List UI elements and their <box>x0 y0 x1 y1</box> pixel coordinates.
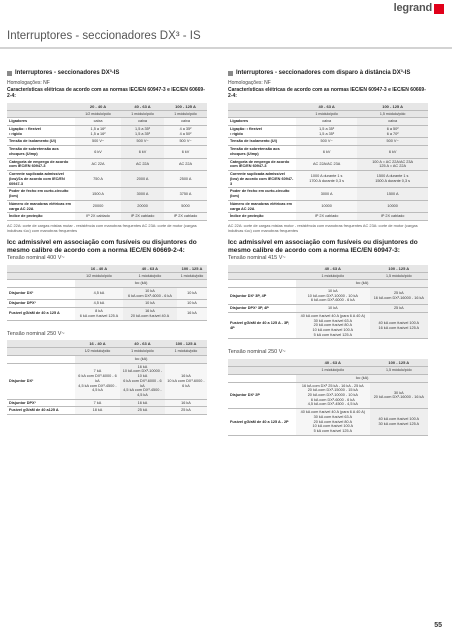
column-subheader: 1,5 módulo/pólo <box>357 110 428 117</box>
table-subheader-row <box>228 367 428 374</box>
table-cell: 25 kA <box>120 407 165 415</box>
column-header: 16 - 40 A <box>75 340 120 348</box>
table-cell: 10 kA <box>123 300 177 308</box>
row-label: Tensão de isolamento (Ui) <box>228 138 296 146</box>
table-row <box>7 125 207 137</box>
right-section-heading: Interruptores - seccionadores com disparo à distância DX³-IS <box>228 70 428 78</box>
table-cell: IP 2X cablado <box>357 213 428 221</box>
table-cell: 7 kA 6 kA com DX³-6000 - 6 kA 4,5 kA com DX³-4500 - 4,5 kA <box>75 363 120 399</box>
unit-cell: Icc (kA) <box>296 280 428 288</box>
row-label: Ligação: • flexível • rígido <box>7 125 75 137</box>
page-number: 55 <box>434 622 442 629</box>
row-label: Poder de fecho em curto-circuito (Icm) <box>7 188 75 200</box>
column-subheader: 1 módulo/pólo <box>165 348 207 355</box>
left-icc-heading: Icc admissível em associação com fusíveis ou disjuntores do mesmo calibre de acordo com a norma IEC/EN 60669-2-4: <box>7 239 197 254</box>
subheader-blank-cell <box>228 110 296 117</box>
left-note: AC 22A: corte de cargas mistas mutar - resistência com manobras frequentes AC 23A: corte de motor (cargas indutivas ≤cc) com manobras frequentes <box>7 222 197 234</box>
table-row <box>7 363 207 399</box>
subheader-blank-cell <box>228 367 296 374</box>
table-cell: 1500 A durante 1 s 1500 A durante 0,3 s <box>357 171 428 188</box>
column-subheader: 1 módulo/pólo <box>123 272 177 279</box>
header-blank-cell <box>228 265 296 273</box>
table-cell: caixa <box>357 118 428 126</box>
row-label: Disjuntor DX³ <box>7 363 75 399</box>
column-header: 100 - 125 A <box>370 265 428 273</box>
table-cell: 16 kA <box>177 308 207 320</box>
column-subheader: 1 módulo/pólo <box>120 348 165 355</box>
right-characteristics-table <box>228 103 428 221</box>
column-header: 100 - 125 A <box>370 359 428 367</box>
column-header: 100 - 125 A <box>357 103 428 111</box>
column-header: 20 - 40 A <box>75 103 121 111</box>
table-cell: 20000 <box>121 200 164 212</box>
table-row <box>7 407 207 415</box>
table-row <box>228 146 428 158</box>
table-cell: 16 kA com DX³ 25 kA - 16 kA - 25 kA 20 kA com DX³-15000 - 15 kA 20 kA com DX³-10000 - 10 kA 6 kA com DX³-6000 - 6 kA 4,5 kA com DX³-4500 - 4,5 kA <box>296 382 370 409</box>
row-label: Poder de fecho em curto-circuito (Icm) <box>228 188 296 200</box>
header-blank-cell <box>228 103 296 111</box>
table-cell: AC 22A <box>121 158 164 170</box>
column-header: 40 - 63 A <box>121 103 164 111</box>
right-column <box>228 70 428 436</box>
table-cell: 100 A = AC 22A/AC 23A 125 A = AC 22A <box>357 158 428 170</box>
column-header: 16 - 40 A <box>75 265 123 273</box>
table-row <box>228 158 428 170</box>
table-cell: 10000 <box>296 200 357 212</box>
table-cell: IP 2X cablado <box>75 213 121 221</box>
unit-blank-cell <box>228 374 296 382</box>
table-header-row <box>228 265 428 273</box>
right-homologation: Homologações: NF <box>228 79 271 86</box>
table-row <box>228 125 428 137</box>
brand-logo-square <box>434 4 444 14</box>
column-subheader: 1 módulo/pólo <box>296 272 370 279</box>
table-cell: 10 kA <box>296 305 370 313</box>
table-row <box>7 171 207 188</box>
table-cell: 16 kA <box>120 399 165 407</box>
table-header-row <box>7 340 207 348</box>
row-label: Disjuntor DX³ 2P <box>228 382 296 409</box>
column-subheader: 1/2 módulo/pólo <box>75 272 123 279</box>
subheader-blank-cell <box>7 348 75 355</box>
column-subheader: 1,5 módulo/pólo <box>370 272 428 279</box>
right-note: AC 22A: corte de cargas mistas motor - resistência com manobras frequentes AC 23A: corte de motor (cargas indutivas ≤cc) com manobras frequentes <box>228 222 418 234</box>
right-voltage-250: Tensão nominal 250 V~ <box>228 349 286 356</box>
page-title: Interruptores - seccionadores DX³ - IS <box>7 30 201 42</box>
table-cell: 1000 A durante 1 s 1700 A durante 0,3 s <box>296 171 357 188</box>
table-cell: 40 kA com fusível 40 A (para 6 A 40 A) 30 kA com fusível 63 A 20 kA com fusível 80 A 10 kA com fusível 100 A 5 kA com fusível 125 A <box>296 312 370 339</box>
column-header: 100 - 125 A <box>177 265 207 273</box>
square-bullet-icon <box>7 71 12 76</box>
row-label: Disjuntor DX³ <box>7 287 75 299</box>
right-icc-415-table <box>228 265 428 340</box>
left-icc-400-table <box>7 265 207 321</box>
table-cell: 500 V~ <box>357 138 428 146</box>
table-row <box>7 213 207 221</box>
table-cell: 25 kA 16 kA com DX³-16000 - 16 kA <box>370 287 428 304</box>
table-cell: 7 kA <box>75 399 120 407</box>
table-cell: 6 a 50² 6 a 70² <box>357 125 428 137</box>
table-row <box>228 305 428 313</box>
table-cell: 500 V~ <box>75 138 121 146</box>
table-subheader-row <box>228 272 428 279</box>
title-divider <box>0 47 452 49</box>
top-bar <box>0 0 452 21</box>
column-header: 100 - 125 A <box>165 340 207 348</box>
row-label: Índice de proteção <box>7 213 75 221</box>
table-cell: 10 kA <box>177 287 207 299</box>
table-cell: 25 kA <box>370 305 428 313</box>
table-cell: 1500 A <box>357 188 428 200</box>
row-label: Fusível gG/aM de 40 a 125 A - 2P <box>228 409 296 436</box>
table-cell: IP 2X cablado <box>296 213 357 221</box>
table-cell: 6 kV <box>357 146 428 158</box>
left-column <box>7 70 207 415</box>
header-blank-cell <box>228 359 296 367</box>
subheader-blank-cell <box>228 272 296 279</box>
table-unit-row <box>7 355 207 363</box>
row-label: Disjuntor DX³ 3P, 4P <box>228 287 296 304</box>
brand-logo: legrand <box>393 2 432 14</box>
subheader-blank-cell <box>7 110 75 117</box>
table-cell: 6 kV <box>164 146 207 158</box>
table-cell: 40 kA com fusível 100 A 16 kA com fusível 125 A <box>370 312 428 339</box>
table-cell: caixa <box>296 118 357 126</box>
table-subheader-row <box>7 348 207 355</box>
left-voltage-250: Tensão nominal 250 V~ <box>7 330 65 337</box>
table-subheader-row <box>228 110 428 117</box>
left-description: Características elétricas de acordo com as normas IEC/EN 60947-3 e IEC/EN 60669-2-4: <box>7 86 205 99</box>
row-label: Categoria de emprego de acordo com IEC/EN 60947-3 <box>7 158 75 170</box>
header-blank-cell <box>7 340 75 348</box>
column-header: 40 - 63 A <box>120 340 165 348</box>
row-label: Fusível gG/aM de 40 a 125 A <box>7 308 75 320</box>
table-header-row <box>228 359 428 367</box>
table-cell: 40 kA com fusível 100 A 30 kA com fusível 125 A <box>370 409 428 436</box>
table-subheader-row <box>7 110 207 117</box>
unit-blank-cell <box>228 280 296 288</box>
table-cell: 3750 A <box>164 188 207 200</box>
table-cell: 10000 <box>357 200 428 212</box>
left-icc-250-table <box>7 340 207 415</box>
column-header: 40 - 63 A <box>296 103 357 111</box>
table-cell: 4,5 kA <box>75 287 123 299</box>
table-cell: 10 kA 10 kA com DX³-10000 - 10 kA 6 kA com DX³-6000 - 6 kA <box>296 287 370 304</box>
left-section-heading: Interruptores - seccionadores DX³-IS <box>7 70 207 78</box>
row-label: Fusível gG/aM de 40 a125 A <box>7 407 75 415</box>
right-voltage-415: Tensão nominal 415 V~ <box>228 254 286 261</box>
unit-cell: Icc (kA) <box>75 355 207 363</box>
row-label: Ligadores <box>7 118 75 126</box>
column-header: 40 - 63 A <box>296 359 370 367</box>
table-cell: 16 kA 20 kA com fusível 40 A <box>123 308 177 320</box>
table-cell: 500 V~ <box>296 138 357 146</box>
row-label: Corrente suplicada admissível (Icw)/1s de acordo com IEC/EN 60947-3 <box>7 171 75 188</box>
table-cell: 4,5 kA <box>75 300 123 308</box>
row-label: Tensão de sobretensão aos choques (Uimp) <box>7 146 75 158</box>
column-subheader: 1/2 módulo/pólo <box>75 110 121 117</box>
table-row <box>228 171 428 188</box>
left-voltage-400: Tensão nominal 400 V~ <box>7 254 65 261</box>
column-subheader: 1,5 módulo/pólo <box>370 367 428 374</box>
table-row <box>228 188 428 200</box>
row-label: Disjuntor DPX³ <box>7 399 75 407</box>
table-cell: 1,5 a 35² 1,5 a 35² <box>121 125 164 137</box>
table-unit-row <box>7 280 207 288</box>
table-cell: 6 kV <box>296 146 357 158</box>
table-cell: caixa <box>164 118 207 126</box>
table-cell: 16 kA 10 kA com DX³-6000 - 6 kA <box>165 363 207 399</box>
table-row <box>228 287 428 304</box>
row-label: Fusível gG/aM de 40 a 125 A - 3P, 4P <box>228 312 296 339</box>
right-description: Características elétricas de acordo com as normas IEC/EN 60947-3 e IEC/EN 60669-2-4: <box>228 86 426 99</box>
table-cell: 8 kA 6 kA com fusível 125 A <box>75 308 123 320</box>
column-header: 40 - 63 A <box>296 265 370 273</box>
table-cell: 2500 A <box>164 171 207 188</box>
column-subheader: 1 módulo/pólo <box>296 110 357 117</box>
row-label: Categoria de emprego de acordo com IEC/EN 60947-3 <box>228 158 296 170</box>
table-cell: caixa <box>121 118 164 126</box>
table-row <box>228 200 428 212</box>
table-cell: 500 V~ <box>164 138 207 146</box>
row-label: Disjuntor DPX³ <box>7 300 75 308</box>
row-label: Tensão de isolamento (Ui) <box>7 138 75 146</box>
column-subheader: 1 módulo/pólo <box>164 110 207 117</box>
table-row <box>228 138 428 146</box>
table-cell: 40 kA com fusível 40 A (para 6 A 40 A) 30 kA com fusível 63 A 20 kA com fusível 80 A 10 kA com fusível 100 A 5 kA com fusível 125 A <box>296 409 370 436</box>
unit-blank-cell <box>7 280 75 288</box>
table-cell: 5000 <box>164 200 207 212</box>
table-header-row <box>228 103 428 111</box>
table-cell: 6 kV <box>121 146 164 158</box>
table-cell: 18 kA <box>75 407 120 415</box>
table-cell: 3000 A <box>121 188 164 200</box>
table-row <box>7 118 207 126</box>
table-row <box>7 158 207 170</box>
unit-blank-cell <box>7 355 75 363</box>
table-unit-row <box>228 374 428 382</box>
row-label: Ligadores <box>228 118 296 126</box>
table-cell: 25 kA <box>165 407 207 415</box>
right-icc-250-table <box>228 359 428 436</box>
table-row <box>228 213 428 221</box>
unit-cell: Icc (kA) <box>75 280 207 288</box>
table-cell: 10 kA 6 kA com DX³-6000 - 6 kA <box>123 287 177 299</box>
table-cell: IP 2X cablado <box>164 213 207 221</box>
table-cell: 10 kA <box>177 300 207 308</box>
column-subheader: 1/2 módulo/pólo <box>75 348 120 355</box>
header-blank-cell <box>7 265 75 273</box>
table-cell: 1,5 a 16² 1,5 a 16² <box>75 125 121 137</box>
right-icc-heading: Icc admissível em associação com fusíveis ou disjuntores do mesmo calibre de acordo com a norma IEC/EN 60947-3: <box>228 239 418 254</box>
table-cell: caixa <box>75 118 121 126</box>
table-row <box>228 382 428 409</box>
table-header-row <box>7 265 207 273</box>
table-cell: 30 kA 20 kA com DX³-16000 - 16 kA <box>370 382 428 409</box>
row-label: Índice de proteção <box>228 213 296 221</box>
table-row <box>7 146 207 158</box>
row-label: Corrente suplicada admissível (Icw) de acordo com IEC/EN 60947-3 <box>228 171 296 188</box>
table-row <box>7 399 207 407</box>
table-cell: 1500 A <box>75 188 121 200</box>
square-bullet-icon <box>228 71 233 76</box>
table-cell: 3000 A <box>296 188 357 200</box>
table-cell: AC 22A <box>75 158 121 170</box>
row-label: Disjuntor DPX³ 3P, 4P <box>228 305 296 313</box>
unit-cell: Icc (kA) <box>296 374 428 382</box>
column-header: 100 - 125 A <box>164 103 207 111</box>
table-row <box>7 308 207 320</box>
table-row <box>7 138 207 146</box>
left-homologation: Homologações: NF <box>7 79 50 86</box>
row-label: Ligação: • flexível • rígido <box>228 125 296 137</box>
left-characteristics-table <box>7 103 207 221</box>
table-cell: 20000 <box>75 200 121 212</box>
table-cell: 6 kV <box>75 146 121 158</box>
row-label: Tensão de sobretensão aos choques (Uimp) <box>228 146 296 158</box>
table-row <box>7 300 207 308</box>
column-subheader: 1 módulo/pólo <box>296 367 370 374</box>
table-row <box>7 200 207 212</box>
table-header-row <box>7 103 207 111</box>
row-label: Número de manobras elétricas em carga AC 22A <box>228 200 296 212</box>
column-subheader: 1 módulo/pólo <box>121 110 164 117</box>
header-blank-cell <box>7 103 75 111</box>
column-header: 40 - 63 A <box>123 265 177 273</box>
table-row <box>228 409 428 436</box>
table-unit-row <box>228 280 428 288</box>
subheader-blank-cell <box>7 272 75 279</box>
table-cell: AC 22A <box>164 158 207 170</box>
column-subheader: 1 módulo/pólo <box>177 272 207 279</box>
table-cell: 16 kA 10 kA com DX³-10000 - 10 kA 6 kA com DX³-6000 - 6 kA 4,5 kA com DX³-4500 - 4,5 kA <box>120 363 165 399</box>
table-cell: IP 2X cablado <box>121 213 164 221</box>
table-row <box>7 287 207 299</box>
table-cell: 750 A <box>75 171 121 188</box>
table-cell: AC 22A/AC 23A <box>296 158 357 170</box>
table-cell: 4 a 35² 4 a 50² <box>164 125 207 137</box>
table-row <box>228 312 428 339</box>
table-cell: 1,5 a 35² 1,5 a 35² <box>296 125 357 137</box>
row-label: Número de manobras elétricas em carga AC 22A <box>7 200 75 212</box>
table-cell: 2000 A <box>121 171 164 188</box>
table-subheader-row <box>7 272 207 279</box>
table-cell: 500 V~ <box>121 138 164 146</box>
table-row <box>228 118 428 126</box>
table-row <box>7 188 207 200</box>
table-cell: 16 kA <box>165 399 207 407</box>
